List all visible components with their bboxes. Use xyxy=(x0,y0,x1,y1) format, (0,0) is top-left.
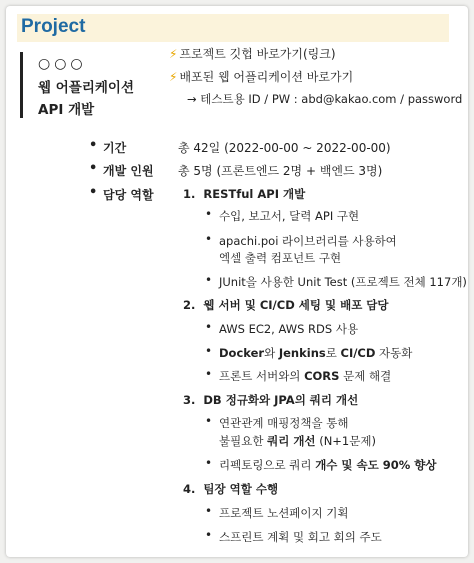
bold-text: 개수 및 속도 90% 향상 xyxy=(315,458,437,472)
role-title: RESTful API 개발 xyxy=(203,187,306,201)
deployed-app-link[interactable] xyxy=(169,68,353,85)
role-subitem: • 연관관계 매핑정책을 통해 xyxy=(219,415,349,431)
text: 리펙토링으로 쿼리 xyxy=(219,458,316,472)
role-subitem: • apachi.poi 라이브러리를 사용하여 xyxy=(219,233,397,249)
period-label: • 기간 xyxy=(103,139,126,156)
text: 문제 해결 xyxy=(339,369,392,383)
text: 와 xyxy=(264,346,279,360)
role-num: 2. xyxy=(183,298,196,312)
role-item-title xyxy=(183,186,305,202)
lightning-icon: ⚡ xyxy=(169,70,178,84)
bold-text: 쿼리 개선 xyxy=(267,434,316,448)
role-subitem: • 스프린트 계획 및 회고 회의 주도 xyxy=(219,529,382,545)
text: 불필요한 xyxy=(219,434,268,448)
role-subitem: • AWS EC2, AWS RDS 사용 xyxy=(219,321,358,337)
role-num: 4. xyxy=(183,482,196,496)
role-subitem: • 프로젝트 노션페이지 기획 xyxy=(219,505,349,521)
project-circles: ○○○ xyxy=(38,56,87,72)
section-title: Project xyxy=(21,16,86,37)
quote-bar xyxy=(20,52,23,118)
bold-text: Jenkins xyxy=(278,346,326,360)
role-item-title xyxy=(183,392,358,408)
role-title: 팀장 역할 수행 xyxy=(203,482,279,496)
role-subitem-cont xyxy=(219,433,376,449)
bold-text: CORS xyxy=(304,369,340,383)
period-value: 총 42일 (2022-00-00 ~ 2022-00-00) xyxy=(178,141,391,155)
role-subitem xyxy=(219,345,412,361)
lightning-icon: ⚡ xyxy=(169,47,178,61)
role-num: 3. xyxy=(183,393,196,407)
text: 자동화 xyxy=(375,346,413,360)
team-label: • 개발 인원 xyxy=(103,162,154,179)
team-value: 총 5명 (프론트엔드 2명 + 백엔드 3명) xyxy=(178,164,383,178)
bold-text: CI/CD xyxy=(340,346,376,360)
role-subitem xyxy=(219,368,391,384)
role-label: • 담당 역할 xyxy=(103,186,154,203)
test-credentials: → 테스트용 ID / PW : abd@kakao.com / password xyxy=(187,92,463,106)
role-item-title xyxy=(183,297,389,313)
github-link[interactable] xyxy=(169,45,336,62)
text: (N+1문제) xyxy=(315,434,376,448)
role-title: DB 정규화와 JPA의 쿼리 개선 xyxy=(203,393,359,407)
text: 로 xyxy=(325,346,341,360)
deployed-link-text[interactable]: 배포된 웹 어플리케이션 바로가기 xyxy=(179,70,354,84)
role-subitem-cont: 엑셀 출력 컴포넌트 구현 xyxy=(219,251,342,265)
role-title: 웹 서버 및 CI/CD 세팅 및 배포 담당 xyxy=(203,298,389,312)
github-link-text[interactable]: 프로젝트 깃헙 바로가기(링크) xyxy=(179,47,336,61)
project-name-line1: 웹 어플리케이션 xyxy=(38,80,134,96)
bold-text: Docker xyxy=(219,346,265,360)
project-name-line2: API 개발 xyxy=(38,102,95,118)
role-item-title xyxy=(183,481,278,497)
role-subitem xyxy=(219,457,437,473)
role-subitem: • 수입, 보고서, 달력 API 구현 xyxy=(219,208,359,224)
role-num: 1. xyxy=(183,187,196,201)
text: 프론트 서버와의 xyxy=(219,369,305,383)
role-subitem: • JUnit을 사용한 Unit Test (프로젝트 전체 117개) xyxy=(219,274,467,290)
